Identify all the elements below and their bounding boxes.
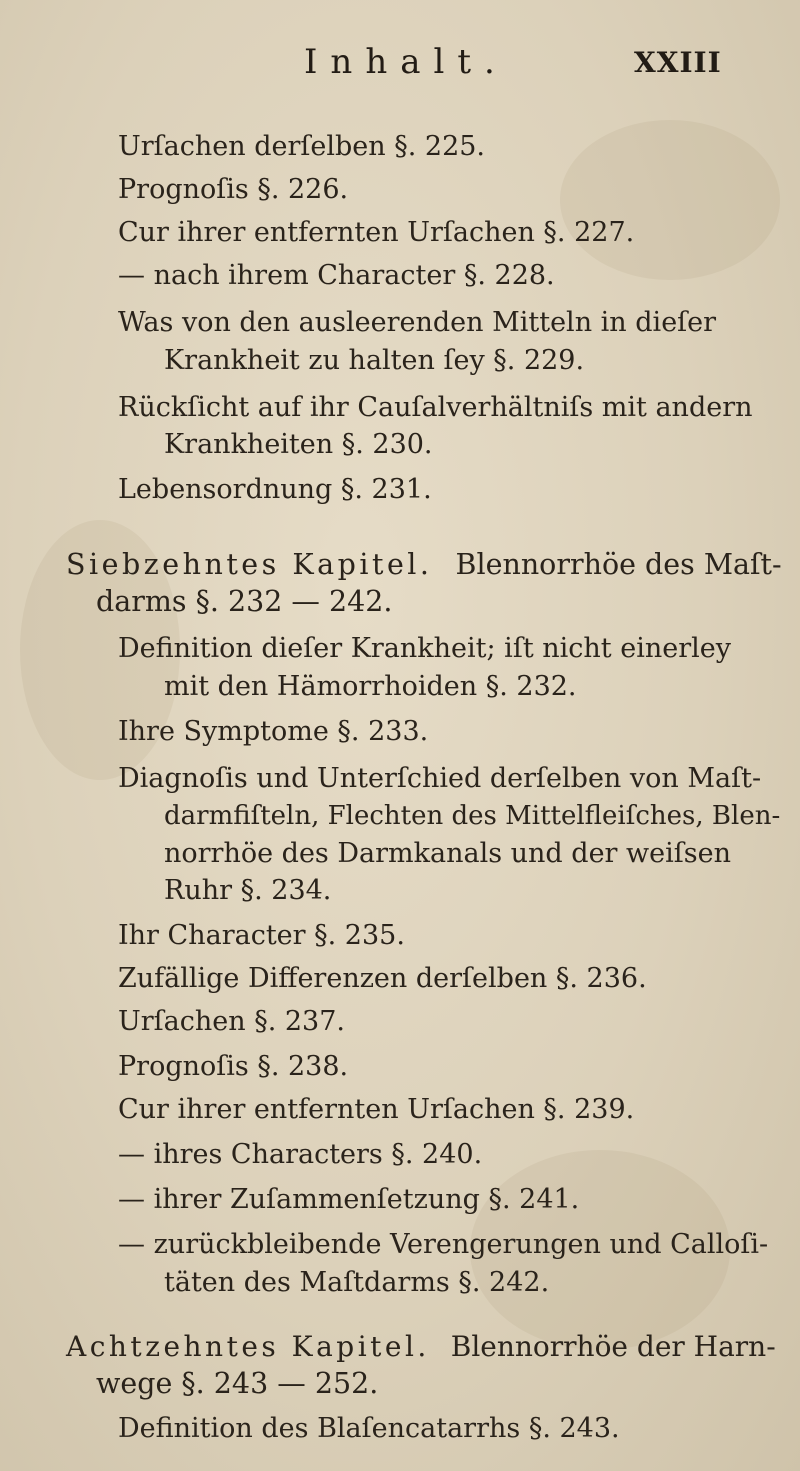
toc-entry: Diagnoſis und Unterſchied derſelben von Maſt- (118, 762, 762, 794)
toc-entry: Zufällige Differenzen derſelben §. 236. (118, 963, 647, 995)
chapter-title-17: Blennorrhöe des Maſt- (455, 548, 782, 581)
toc-entry-continuation: Ruhr §. 234. (164, 875, 332, 907)
toc-entry: Cur ihrer entfernten Urſachen §. 239. (118, 1094, 635, 1126)
chapter-number-17: Siebzehntes Kapitel. (66, 548, 433, 581)
toc-entry: Urſachen §. 237. (118, 1006, 345, 1038)
toc-entry: Prognoſis §. 238. (118, 1051, 349, 1083)
running-title: Inhalt. (304, 42, 508, 82)
toc-entry: Urſachen derſelben §. 225. (118, 131, 486, 162)
toc-entry: Lebensordnung §. 231. (118, 474, 432, 505)
toc-entry: Definition des Blaſencatarrhs §. 243. (118, 1413, 620, 1444)
chapter-range-18: wege §. 243 — 252. (96, 1367, 379, 1400)
paper-stain (560, 120, 780, 280)
toc-entry: Rückſicht auf ihr Cauſalverhältniſs mit andern (118, 391, 753, 423)
page-header (0, 42, 800, 92)
toc-entry: — nach ihrem Character §. 228. (118, 260, 555, 292)
chapter-heading-17 (66, 548, 782, 582)
chapter-title-18: Blennorrhöe der Harn- (450, 1329, 776, 1363)
chapter-number-18: Achtzehntes Kapitel. (66, 1329, 430, 1363)
toc-entry: Cur ihrer entfernten Urſachen §. 227. (118, 217, 635, 249)
toc-entry: Ihre Symptome §. 233. (118, 715, 429, 747)
chapter-heading-18 (66, 1330, 776, 1364)
toc-entry-continuation: Krankheiten §. 230. (164, 429, 433, 460)
toc-entry: Definition dieſer Krankheit; iſt nicht einerley (118, 633, 731, 665)
toc-entry-continuation: täten des Maſtdarms §. 242. (164, 1266, 550, 1298)
toc-entry: — ihres Characters §. 240. (118, 1139, 483, 1171)
chapter-range-17: darms §. 232 — 242. (96, 585, 393, 619)
toc-entry-continuation: norrhöe des Darmkanals und der weiſsen (164, 837, 731, 869)
toc-entry-continuation: Krankheit zu halten ſey §. 229. (164, 344, 585, 376)
page-number: XXIII (634, 46, 722, 79)
toc-entry: — ihrer Zuſammenſetzung §. 241. (118, 1184, 580, 1216)
toc-entry: — zurückbleibende Verengerungen und Calloſi- (118, 1229, 769, 1261)
toc-entry-continuation: mit den Hämorrhoiden §. 232. (164, 670, 577, 702)
toc-entry-continuation: darmfiſteln, Flechten des Mittelfleiſches, Blen- (164, 801, 781, 832)
toc-entry: Was von den ausleerenden Mitteln in dieſer (118, 307, 717, 339)
toc-entry: Ihr Character §. 235. (118, 920, 405, 952)
toc-entry: Prognoſis §. 226. (118, 174, 349, 206)
